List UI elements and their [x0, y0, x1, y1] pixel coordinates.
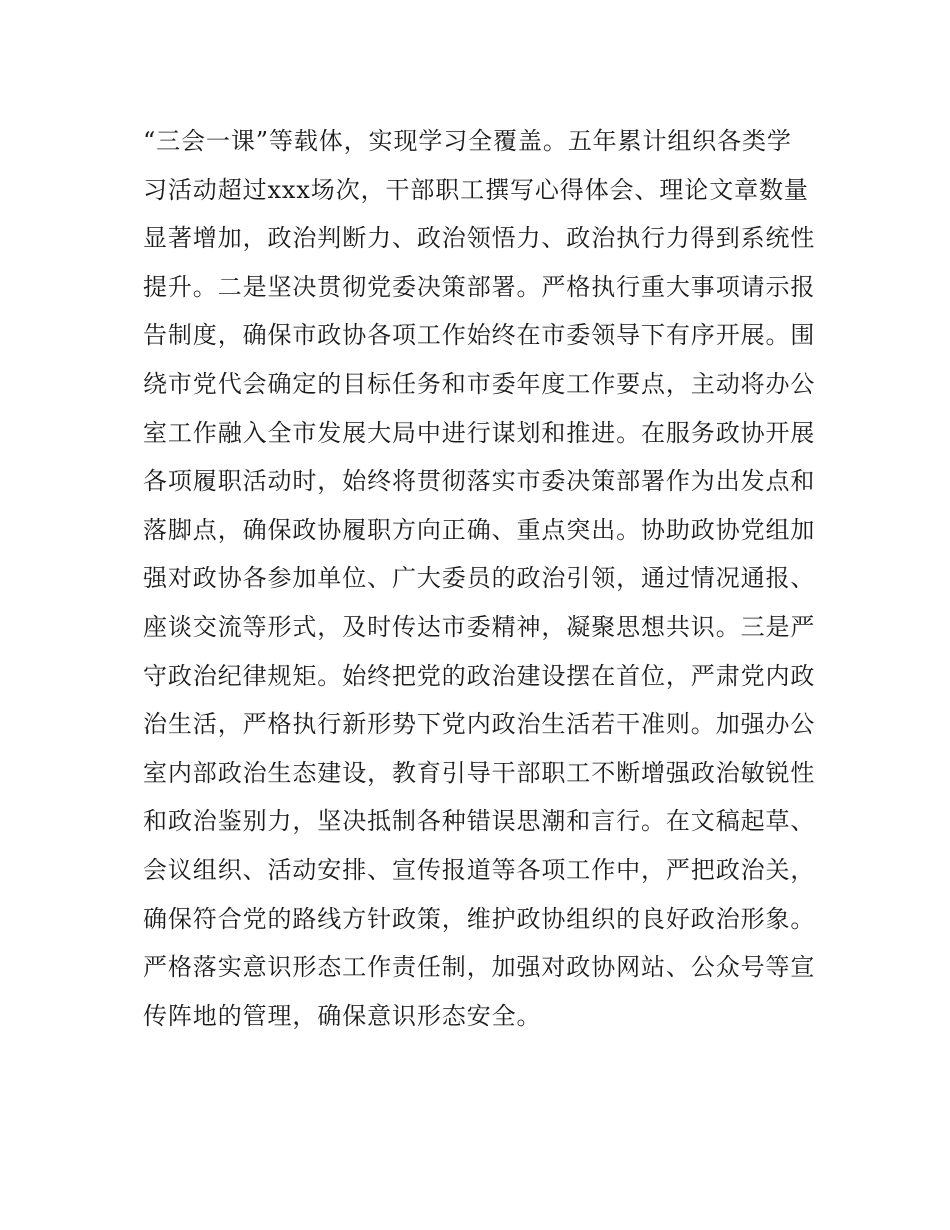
text-line: 落脚点，确保政协履职方向正确、重点突出。协助政协党组加: [143, 515, 816, 544]
text-line: 严格落实意识形态工作责任制，加强对政协网站、公众号等宣: [143, 953, 816, 982]
text-line: 室工作融入全市发展大局中进行谋划和推进。在服务政协开展: [143, 418, 816, 447]
text-line: 各项履职活动时，始终将贯彻落实市委决策部署作为出发点和: [143, 467, 816, 496]
text-line: 室内部政治生态建设，教育引导干部职工不断增强政治敏锐性: [143, 758, 816, 787]
text-line: “三会一课”等载体，实现学习全覆盖。五年累计组织各类学: [143, 127, 792, 155]
text-line: 确保符合党的路线方针政策，维护政协组织的良好政治形象。: [143, 904, 816, 933]
text-line: 告制度，确保市政协各项工作始终在市委领导下有序开展。围: [143, 321, 816, 350]
text-line: 传阵地的管理，确保意识形态安全。: [143, 1001, 542, 1030]
text-line: 显著增加，政治判断力、政治领悟力、政治执行力得到系统性: [143, 224, 816, 253]
text-line: 会议组织、活动安排、宣传报道等各项工作中，严把政治关，: [143, 855, 816, 884]
text-line: 绕市党代会确定的目标任务和市委年度工作要点，主动将办公: [143, 369, 816, 398]
body-paragraph: [143, 117, 823, 1040]
text-line: 治生活，严格执行新形势下党内政治生活若干准则。加强办公: [143, 710, 816, 739]
text-line: 座谈交流等形式，及时传达市委精神，凝聚思想共识。三是严: [143, 612, 816, 641]
text-line: 习活动超过xxx场次，干部职工撰写心得体会、理论文章数量: [143, 175, 809, 204]
text-line: 强对政协各参加单位、广大委员的政治引领，通过情况通报、: [143, 564, 816, 593]
text-line: 和政治鉴别力，坚决抵制各种错误思潮和言行。在文稿起草、: [143, 807, 816, 836]
text-line: 守政治纪律规矩。始终把党的政治建设摆在首位，严肃党内政: [143, 661, 816, 690]
text-line: 提升。二是坚决贯彻党委决策部署。严格执行重大事项请示报: [143, 272, 816, 301]
